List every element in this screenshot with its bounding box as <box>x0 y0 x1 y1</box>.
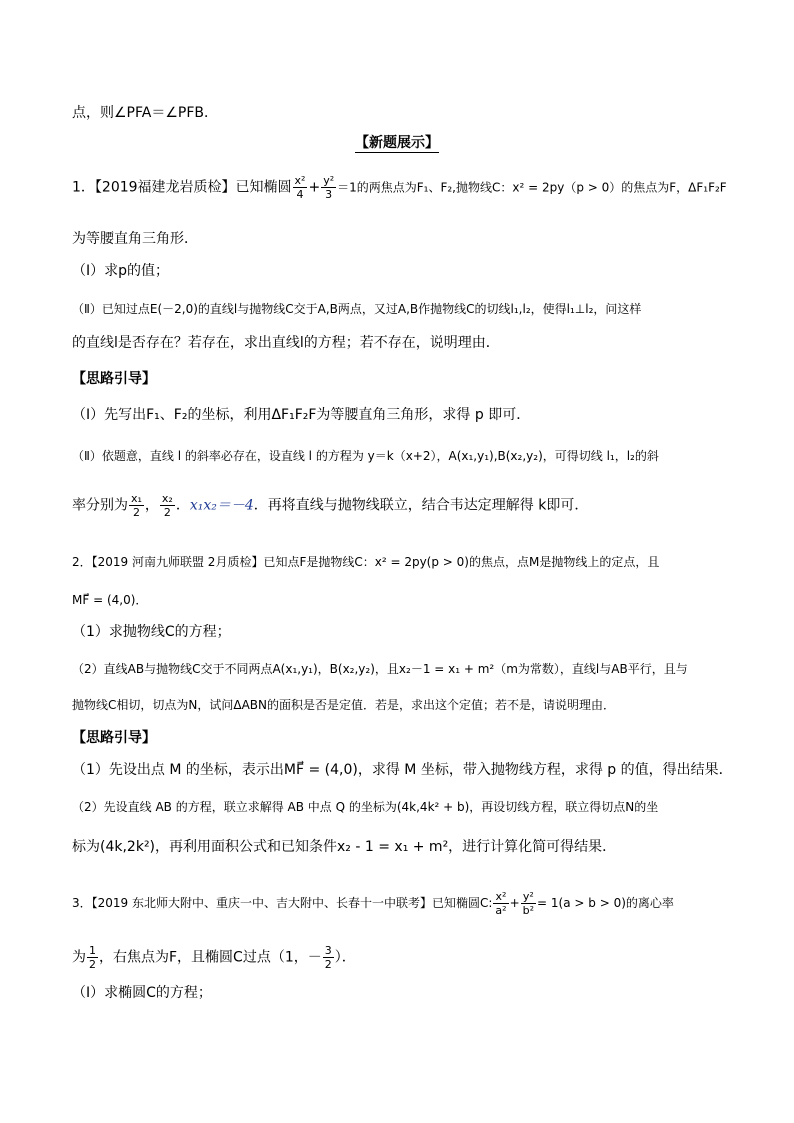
fraction: $\frac{\text{x₁}}{2}$ <box>131 492 142 519</box>
fraction: $\frac{\text{x²}}{4}$ <box>294 174 306 201</box>
problem-1-question-1: （Ⅰ）求p的值； <box>72 263 170 279</box>
fraction: $\frac{\text{x²}}{\text{a²}}$ <box>495 890 507 917</box>
problem-3-statement: 3．【2019 东北师大附中、重庆一中、吉大附中、长春十一中联考】已知椭圆C: $\frac{\text{x²}}{\text{a²}}$ + $\frac{\text{y²}}{\text{b²}}$ = 1(a > b > 0)的离心率 <box>72 890 674 917</box>
fraction: $\frac{\text{y²}}{3}$ <box>323 174 335 201</box>
problem-3-line2: 为 $\frac{1}{2}$ ，右焦点为F，且椭圆C过点（1，－ $\frac{3}{2}$ ）． <box>72 944 356 971</box>
hint-line: 率分别为 $\frac{\text{x₁}}{2}$ ， $\frac{\text{x₂}}{2}$ ．x₁x₂＝－4．再将直线与抛物线联立，结合韦达定理解得 k即可． <box>72 492 589 519</box>
hint-title: 【思路引导】 <box>72 730 156 746</box>
problem-2-question-2-cont: 抛物线C相切，切点为N，试问ΔABN的面积是否是定值．若是，求出这个定值；若不是，请说明理由． <box>72 698 615 712</box>
problem-2-question-2: （2）直线AB与抛物线C交于不同两点A(x₁,y₁)，B(x₂,y₂)，且x₂－1 = x₁ + m²（m为常数），直线l与AB平行，且与 <box>72 662 688 676</box>
fraction: $\frac{\text{y²}}{\text{b²}}$ <box>522 890 535 917</box>
fraction: $\frac{1}{2}$ <box>89 944 96 971</box>
problem-1-line2: 为等腰直角三角形． <box>72 231 198 247</box>
problem-1-statement: 1．【2019福建龙岩质检】已知椭圆 $\frac{\text{x²}}{4}$ + $\frac{\text{y²}}{3}$ ＝1的两焦点为F₁、F₂,抛物线C：x² = 2py（p > 0）的焦点为F，ΔF₁F₂F <box>72 174 727 201</box>
hint-line: （Ⅰ）先写出F₁、F₂的坐标，利用ΔF₁F₂F为等腰直角三角形，求得 p 即可． <box>72 407 531 423</box>
fraction: $\frac{3}{2}$ <box>324 944 332 971</box>
problem-3-question-1: （I）求椭圆C的方程； <box>72 985 212 1001</box>
problem-1-question-2-cont: 的直线l是否存在？若存在，求出直线l的方程；若不存在，说明理由． <box>72 335 500 351</box>
problem-1-question-2: （Ⅱ）已知过点E(－2,0)的直线l与抛物线C交于A,B两点，又过A,B作抛物线C的切线l₁,l₂，使得l₁⊥l₂，问这样 <box>72 302 642 316</box>
hint-line: 标为(4k,2k²)，再利用面积公式和已知条件x₂ - 1 = x₁ + m²，进行计算化简可得结果． <box>72 839 617 855</box>
problem-2-statement: 2．【2019 河南九师联盟 2月质检】已知点F是抛物线C：x² = 2py(p > 0)的焦点，点M是抛物线上的定点，且 <box>72 555 660 569</box>
hint-line: （2）先设直线 AB 的方程，联立求解得 AB 中点 Q 的坐标为(4k,4k² + b)，再设切线方程，联立得切点N的坐 <box>72 800 659 814</box>
continued-text-line: 点，则∠PFA＝∠PFB． <box>72 105 218 121</box>
hint-line: （1）先设出点 M 的坐标，表示出MF⃗ = (4,0)，求得 M 坐标，带入抛物线方程，求得 p 的值，得出结果． <box>72 762 733 778</box>
problem-2-question-1: （1）求抛物线C的方程； <box>72 624 231 640</box>
hint-title: 【思路引导】 <box>72 371 156 387</box>
hint-line: （Ⅱ）依题意，直线 l 的斜率必存在，设直线 l 的方程为 y＝k（x+2），A(x₁,y₁),B(x₂,y₂)，可得切线 l₁，l₂的斜 <box>72 449 659 463</box>
fraction: $\frac{\text{x₂}}{2}$ <box>161 492 173 519</box>
problem-2-line2: MF⃗ = (4,0)． <box>72 593 148 607</box>
section-title: 【新题展示】 <box>355 135 439 151</box>
